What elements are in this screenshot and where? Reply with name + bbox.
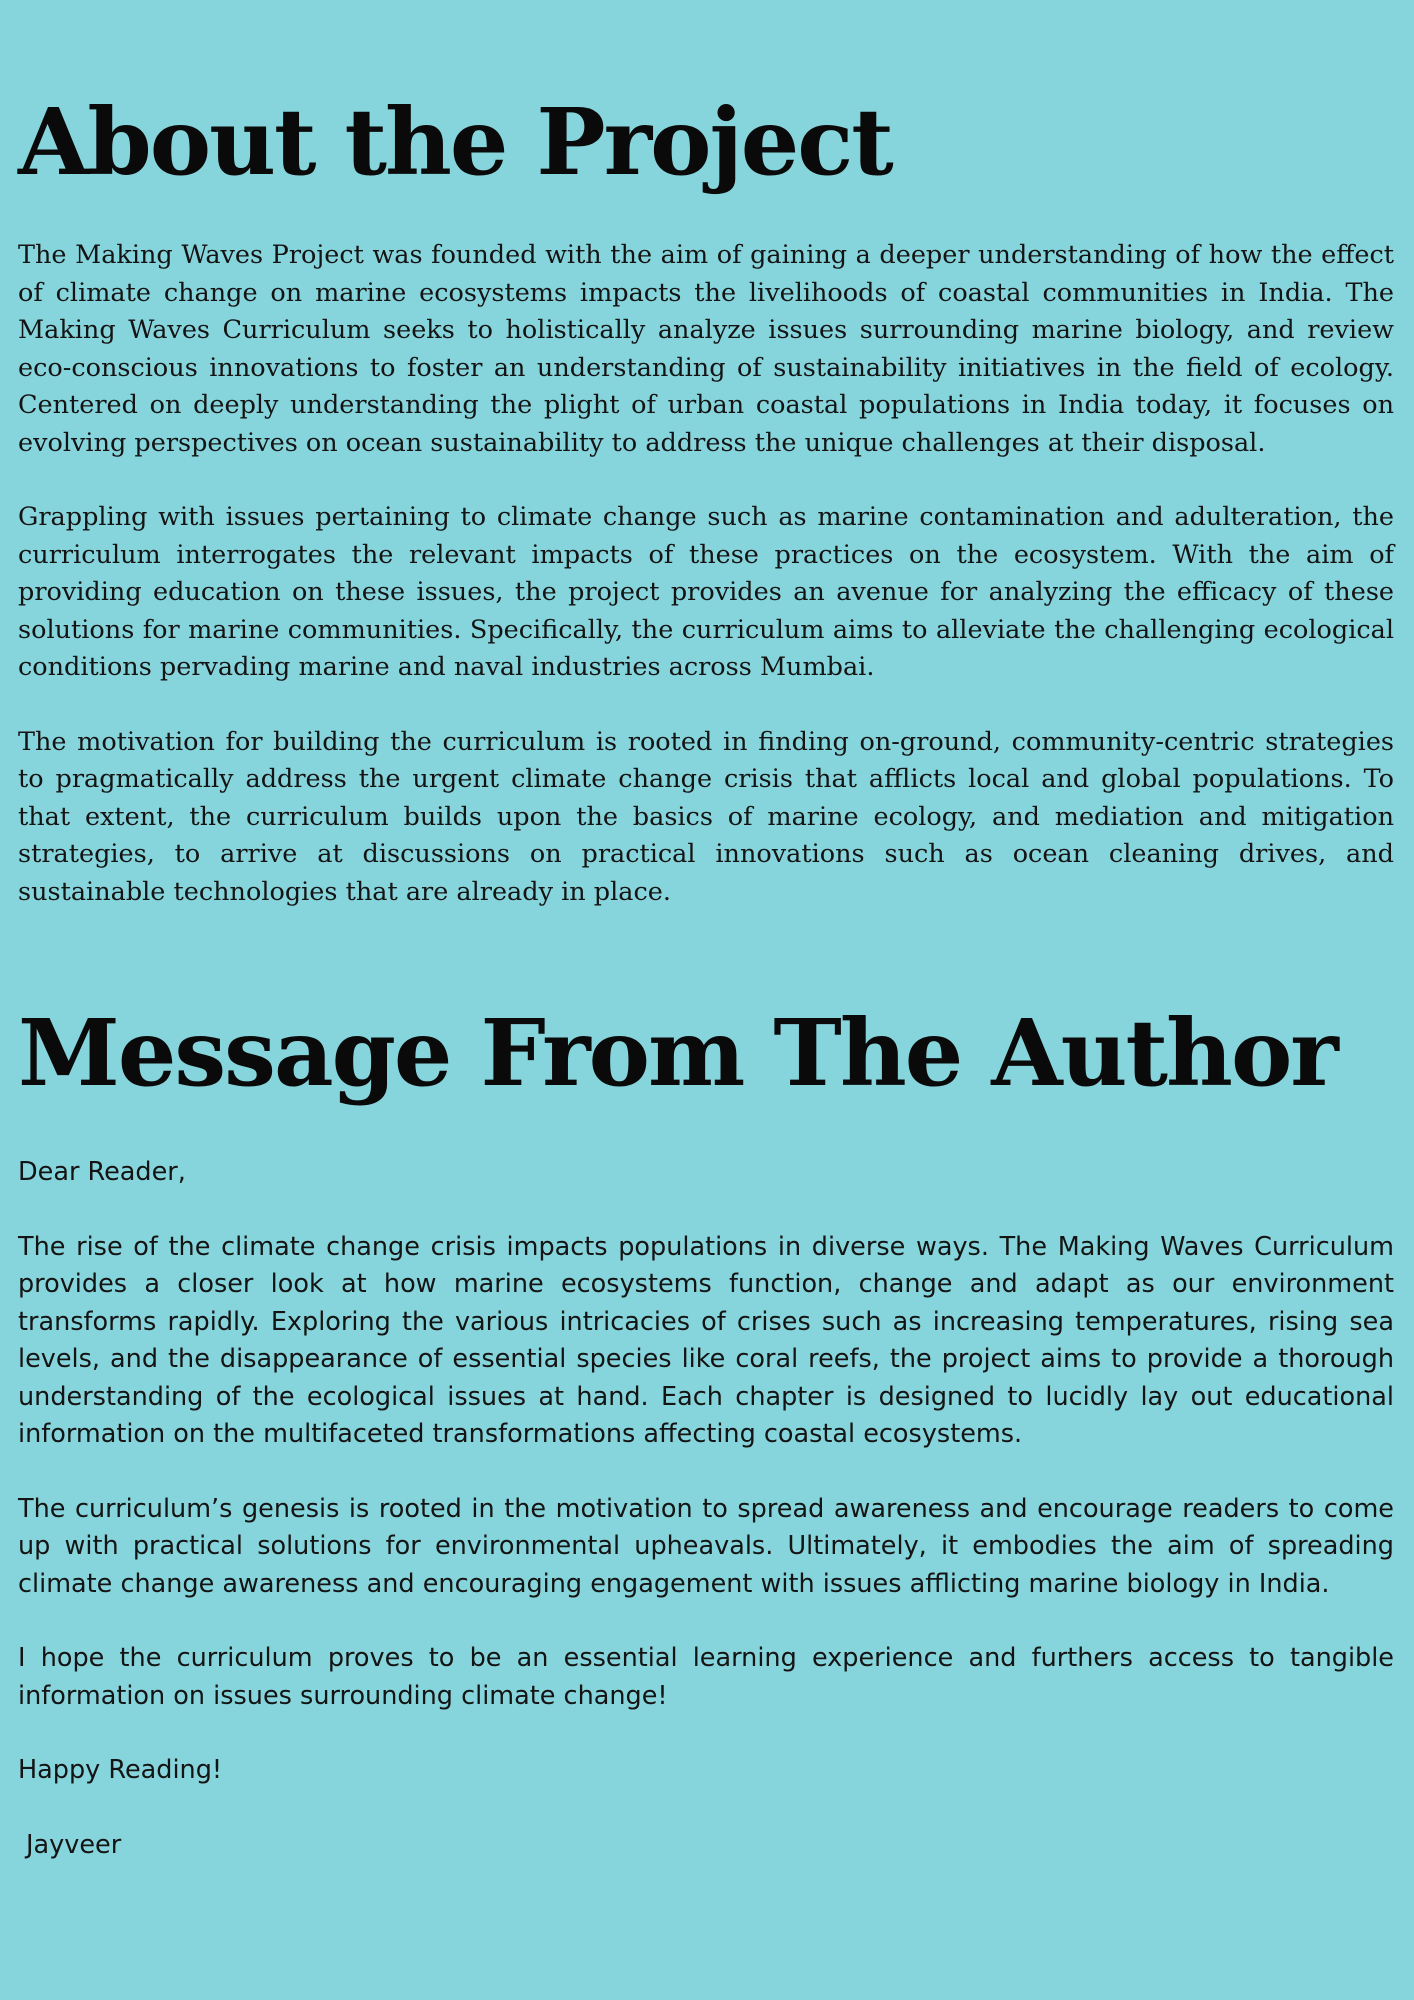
about-paragraph-2: Grappling with issues pertaining to climate change such as marine contamination and adulteration, the curriculum interrogates the relevant impacts of these practices on the ecosystem. With the aim of providing education on these issues, the project provides an avenue for analyzing the efficacy of these solutions for marine communities. Specifically, the curriculum aims to alleviate the challenging ecological conditions pervading marine and naval industries across Mumbai. [18,502,1394,682]
author-paragraph-3: I hope the curriculum proves to be an essential learning experience and furthers access to tangible information on issues surrounding climate change! [18,1643,1394,1711]
author-body [18,1154,1394,1901]
about-paragraph-3: The motivation for building the curriculum is rooted in finding on-ground, community-centric strategies to pragmatically address the urgent climate change crisis that afflicts local and global populations. To that extent, the curriculum builds upon the basics of marine ecology, and mediation and mitigation strategies, to arrive at discussions on practical innovations such as ocean cleaning drives, and sustainable technologies that are already in place. [18,726,1394,907]
closing: Happy Reading! [18,1755,223,1785]
author-heading: Message From The Author [18,999,1337,1107]
signature: Jayveer [26,1829,122,1860]
author-paragraph-1: The rise of the climate change crisis impacts populations in diverse ways. The Making Waves Curriculum provides a closer look at how marine ecosystems function, change and adapt as our environment transforms rapidly. Exploring the various intricacies of crises such as increasing temperatures, rising sea levels, and the disappearance of essential species like coral reefs, the project aims to provide a thorough understanding of the ecological issues at hand. Each chapter is designed to lucidly lay out educational information on the multifaceted transformations affecting coastal ecosystems. [18,1231,1394,1449]
about-body [18,237,1394,948]
about-heading: About the Project [18,88,892,196]
author-paragraph-2: The curriculum’s genesis is rooted in the motivation to spread awareness and encourage readers to come up with practical solutions for environmental upheavals. Ultimately, it embodies the aim of spreading climate change awareness and encouraging engagement with issues afflicting marine biology in India. [18,1493,1394,1599]
about-paragraph-1: The Making Waves Project was founded with the aim of gaining a deeper understanding of how the effect of climate change on marine ecosystems impacts the livelihoods of coastal communities in India. The Making Waves Curriculum seeks to holistically analyze issues surrounding marine biology, and review eco-conscious innovations to foster an understanding of sustainability initiatives in the field of ecology. Centered on deeply understanding the plight of urban coastal populations in India today, it focuses on evolving perspectives on ocean sustainability to address the unique challenges at their disposal. [18,240,1394,458]
greeting: Dear Reader, [18,1157,186,1187]
